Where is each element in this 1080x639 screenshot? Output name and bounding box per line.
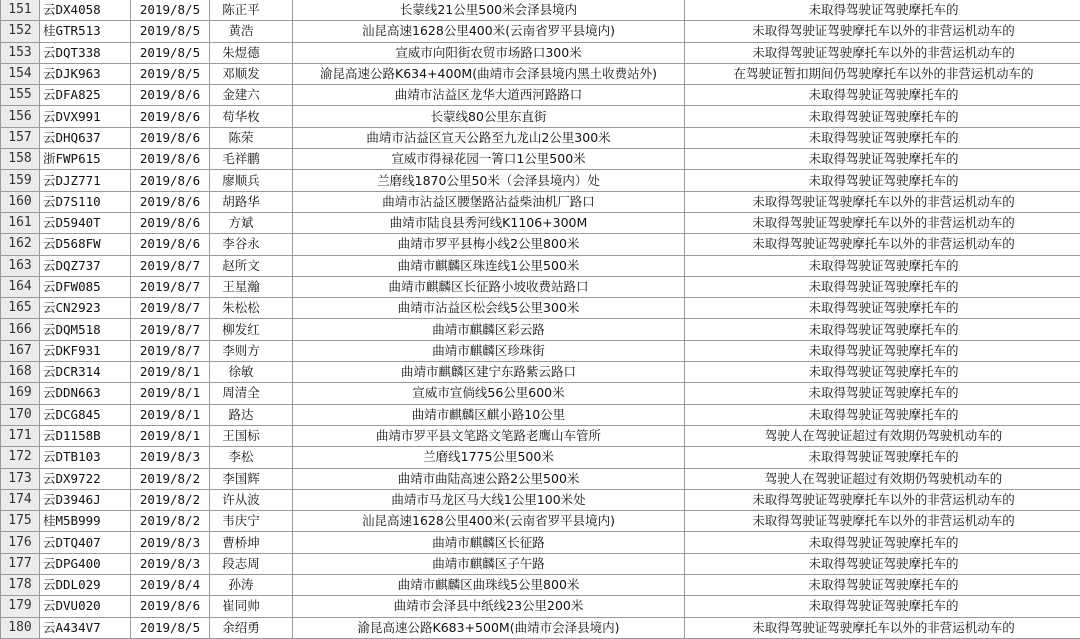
violation-cell[interactable]: 未取得驾驶证驾驶摩托车的 <box>685 319 1080 340</box>
driver-name-cell[interactable]: 廖顺兵 <box>210 170 293 191</box>
date-cell[interactable]: 2019/8/7 <box>131 298 210 319</box>
violation-cell[interactable]: 未取得驾驶证驾驶摩托车的 <box>685 85 1080 106</box>
table-row <box>1 63 1080 84</box>
table-row <box>1 511 1080 532</box>
driver-name-cell[interactable]: 方斌 <box>210 212 293 233</box>
date-cell[interactable]: 2019/8/5 <box>131 21 210 42</box>
violation-cell[interactable]: 未取得驾驶证驾驶摩托车以外的非营运机动车的 <box>685 212 1080 233</box>
location-cell[interactable]: 曲靖市麒麟区麒小路10公里 <box>293 404 685 425</box>
plate-cell[interactable]: 云DFA825 <box>40 85 131 106</box>
row-number-cell: 158 <box>1 149 40 170</box>
driver-name-cell[interactable]: 李国辉 <box>210 468 293 489</box>
driver-name-cell[interactable]: 陈荣 <box>210 127 293 148</box>
location-cell[interactable]: 汕昆高速1628公里400米(云南省罗平县境内) <box>293 21 685 42</box>
date-cell[interactable]: 2019/8/7 <box>131 255 210 276</box>
driver-name-cell[interactable]: 李谷永 <box>210 234 293 255</box>
violation-cell[interactable]: 驾驶人在驾驶证超过有效期仍驾驶机动车的 <box>685 425 1080 446</box>
date-cell[interactable]: 2019/8/6 <box>131 212 210 233</box>
driver-name-cell[interactable]: 曹桥坤 <box>210 532 293 553</box>
plate-cell[interactable]: 云DKF931 <box>40 340 131 361</box>
table-row <box>1 553 1080 574</box>
row-number-cell: 156 <box>1 106 40 127</box>
row-number-cell: 151 <box>1 0 40 21</box>
driver-name-cell[interactable]: 韦庆宁 <box>210 511 293 532</box>
plate-cell[interactable]: 云DDN663 <box>40 383 131 404</box>
date-cell[interactable]: 2019/8/1 <box>131 383 210 404</box>
row-number-cell: 165 <box>1 298 40 319</box>
table-row <box>1 319 1080 340</box>
violation-cell[interactable]: 未取得驾驶证驾驶摩托车的 <box>685 106 1080 127</box>
row-number-cell: 179 <box>1 596 40 617</box>
plate-cell[interactable]: 云DCG845 <box>40 404 131 425</box>
plate-cell[interactable]: 云DTB103 <box>40 447 131 468</box>
row-number-cell: 161 <box>1 212 40 233</box>
row-number-cell: 172 <box>1 447 40 468</box>
driver-name-cell[interactable]: 许从波 <box>210 489 293 510</box>
location-cell[interactable]: 曲靖市麒麟区彩云路 <box>293 319 685 340</box>
violation-cell[interactable]: 未取得驾驶证驾驶摩托车的 <box>685 596 1080 617</box>
row-number-cell: 154 <box>1 63 40 84</box>
table-row <box>1 447 1080 468</box>
date-cell[interactable]: 2019/8/6 <box>131 85 210 106</box>
table-row <box>1 21 1080 42</box>
location-cell[interactable]: 曲靖市麒麟区长征路小坡收费站路口 <box>293 276 685 297</box>
plate-cell[interactable]: 浙FWP615 <box>40 149 131 170</box>
location-cell[interactable]: 宣威市宣倘线56公里600米 <box>293 383 685 404</box>
violation-cell[interactable]: 未取得驾驶证驾驶摩托车以外的非营运机动车的 <box>685 511 1080 532</box>
plate-cell[interactable]: 云DQT338 <box>40 42 131 63</box>
driver-name-cell[interactable]: 李松 <box>210 447 293 468</box>
date-cell[interactable]: 2019/8/7 <box>131 340 210 361</box>
violation-cell[interactable]: 未取得驾驶证驾驶摩托车的 <box>685 553 1080 574</box>
row-number-cell: 157 <box>1 127 40 148</box>
location-cell[interactable]: 曲靖市麒麟区建宁东路紫云路口 <box>293 362 685 383</box>
violation-cell[interactable]: 未取得驾驶证驾驶摩托车以外的非营运机动车的 <box>685 489 1080 510</box>
date-cell[interactable]: 2019/8/1 <box>131 425 210 446</box>
row-number-cell: 164 <box>1 276 40 297</box>
location-cell[interactable]: 曲靖市陆良县秀河线K1106+300M <box>293 212 685 233</box>
driver-name-cell[interactable]: 段志周 <box>210 553 293 574</box>
location-cell[interactable]: 兰磨线1870公里50米（会泽县境内）处 <box>293 170 685 191</box>
row-number-cell: 173 <box>1 468 40 489</box>
location-cell[interactable]: 宣威市向阳街农贸市场路口300米 <box>293 42 685 63</box>
plate-cell[interactable]: 云DVX991 <box>40 106 131 127</box>
plate-cell[interactable]: 云DJK963 <box>40 63 131 84</box>
table-row <box>1 255 1080 276</box>
table-row <box>1 468 1080 489</box>
plate-cell[interactable]: 云DHQ637 <box>40 127 131 148</box>
row-number-cell: 180 <box>1 617 40 638</box>
table-row <box>1 532 1080 553</box>
violation-cell[interactable]: 未取得驾驶证驾驶摩托车以外的非营运机动车的 <box>685 191 1080 212</box>
row-number-cell: 169 <box>1 383 40 404</box>
plate-cell[interactable]: 云DX4058 <box>40 0 131 21</box>
violation-cell[interactable]: 未取得驾驶证驾驶摩托车的 <box>685 255 1080 276</box>
driver-name-cell[interactable]: 李则方 <box>210 340 293 361</box>
driver-name-cell[interactable]: 路达 <box>210 404 293 425</box>
violation-cell[interactable]: 未取得驾驶证驾驶摩托车的 <box>685 149 1080 170</box>
violation-cell[interactable]: 未取得驾驶证驾驶摩托车的 <box>685 383 1080 404</box>
table-row <box>1 404 1080 425</box>
date-cell[interactable]: 2019/8/6 <box>131 191 210 212</box>
location-cell[interactable]: 长蒙线21公里500米会泽县境内 <box>293 0 685 21</box>
row-number-cell: 166 <box>1 319 40 340</box>
date-cell[interactable]: 2019/8/5 <box>131 0 210 21</box>
violation-cell[interactable]: 未取得驾驶证驾驶摩托车的 <box>685 276 1080 297</box>
table-row <box>1 383 1080 404</box>
driver-name-cell[interactable]: 黄浩 <box>210 21 293 42</box>
location-cell[interactable]: 曲靖市沾益区松会线5公里300米 <box>293 298 685 319</box>
driver-name-cell[interactable]: 孙涛 <box>210 575 293 596</box>
plate-cell[interactable]: 云A434V7 <box>40 617 131 638</box>
violation-cell[interactable]: 未取得驾驶证驾驶摩托车的 <box>685 532 1080 553</box>
date-cell[interactable]: 2019/8/6 <box>131 234 210 255</box>
location-cell[interactable]: 曲靖市麒麟区曲珠线5公里800米 <box>293 575 685 596</box>
plate-cell[interactable]: 云D5940T <box>40 212 131 233</box>
plate-cell[interactable]: 云DX9722 <box>40 468 131 489</box>
location-cell[interactable]: 曲靖市罗平县梅小线2公里800米 <box>293 234 685 255</box>
table-row <box>1 575 1080 596</box>
row-number-cell: 159 <box>1 170 40 191</box>
plate-cell[interactable]: 云DVU020 <box>40 596 131 617</box>
table-row <box>1 489 1080 510</box>
row-number-cell: 177 <box>1 553 40 574</box>
date-cell[interactable]: 2019/8/5 <box>131 42 210 63</box>
date-cell[interactable]: 2019/8/5 <box>131 63 210 84</box>
date-cell[interactable]: 2019/8/4 <box>131 575 210 596</box>
row-number-cell: 167 <box>1 340 40 361</box>
plate-cell[interactable]: 云D7S110 <box>40 191 131 212</box>
date-cell[interactable]: 2019/8/3 <box>131 447 210 468</box>
plate-cell[interactable]: 云D568FW <box>40 234 131 255</box>
table-row <box>1 596 1080 617</box>
row-number-cell: 170 <box>1 404 40 425</box>
date-cell[interactable]: 2019/8/2 <box>131 468 210 489</box>
location-cell[interactable]: 曲靖市会泽县中纸线23公里200米 <box>293 596 685 617</box>
table-row <box>1 42 1080 63</box>
violation-cell[interactable]: 驾驶人在驾驶证超过有效期仍驾驶机动车的 <box>685 468 1080 489</box>
row-number-cell: 174 <box>1 489 40 510</box>
plate-cell[interactable]: 云DCR314 <box>40 362 131 383</box>
table-body <box>1 0 1080 638</box>
date-cell[interactable]: 2019/8/6 <box>131 149 210 170</box>
date-cell[interactable]: 2019/8/6 <box>131 170 210 191</box>
row-number-cell: 178 <box>1 575 40 596</box>
table-row <box>1 191 1080 212</box>
date-cell[interactable]: 2019/8/3 <box>131 553 210 574</box>
table-row <box>1 0 1080 21</box>
violation-cell[interactable]: 未取得驾驶证驾驶摩托车的 <box>685 298 1080 319</box>
violation-cell[interactable]: 未取得驾驶证驾驶摩托车的 <box>685 340 1080 361</box>
violation-cell[interactable]: 未取得驾驶证驾驶摩托车的 <box>685 170 1080 191</box>
driver-name-cell[interactable]: 金建六 <box>210 85 293 106</box>
violation-cell[interactable]: 未取得驾驶证驾驶摩托车的 <box>685 0 1080 21</box>
row-number-cell: 163 <box>1 255 40 276</box>
driver-name-cell[interactable]: 柳发红 <box>210 319 293 340</box>
row-number-cell: 153 <box>1 42 40 63</box>
violation-cell[interactable]: 未取得驾驶证驾驶摩托车的 <box>685 404 1080 425</box>
driver-name-cell[interactable]: 苟华枚 <box>210 106 293 127</box>
driver-name-cell[interactable]: 赵所文 <box>210 255 293 276</box>
location-cell[interactable]: 曲靖市麒麟区子午路 <box>293 553 685 574</box>
violation-cell[interactable]: 未取得驾驶证驾驶摩托车的 <box>685 127 1080 148</box>
row-number-cell: 155 <box>1 85 40 106</box>
driver-name-cell[interactable]: 王星瀚 <box>210 276 293 297</box>
table-row <box>1 425 1080 446</box>
location-cell[interactable]: 曲靖市麒麟区珠连线1公里500米 <box>293 255 685 276</box>
violation-cell[interactable]: 未取得驾驶证驾驶摩托车的 <box>685 362 1080 383</box>
table-row <box>1 85 1080 106</box>
violation-cell[interactable]: 未取得驾驶证驾驶摩托车以外的非营运机动车的 <box>685 42 1080 63</box>
table-row <box>1 127 1080 148</box>
violation-cell[interactable]: 未取得驾驶证驾驶摩托车的 <box>685 447 1080 468</box>
date-cell[interactable]: 2019/8/7 <box>131 319 210 340</box>
plate-cell[interactable]: 云DQM518 <box>40 319 131 340</box>
violation-cell[interactable]: 在驾驶证暂扣期间仍驾驶摩托车以外的非营运机动车的 <box>685 63 1080 84</box>
plate-cell[interactable]: 云DTQ407 <box>40 532 131 553</box>
date-cell[interactable]: 2019/8/5 <box>131 617 210 638</box>
row-number-cell: 175 <box>1 511 40 532</box>
date-cell[interactable]: 2019/8/1 <box>131 404 210 425</box>
plate-cell[interactable]: 云DDL029 <box>40 575 131 596</box>
driver-name-cell[interactable]: 崔同帅 <box>210 596 293 617</box>
row-number-cell: 176 <box>1 532 40 553</box>
row-number-cell: 160 <box>1 191 40 212</box>
date-cell[interactable]: 2019/8/2 <box>131 511 210 532</box>
violation-cell[interactable]: 未取得驾驶证驾驶摩托车的 <box>685 575 1080 596</box>
table-row <box>1 234 1080 255</box>
driver-name-cell[interactable]: 周清全 <box>210 383 293 404</box>
location-cell[interactable]: 曲靖市麒麟区珍珠街 <box>293 340 685 361</box>
violation-cell[interactable]: 未取得驾驶证驾驶摩托车以外的非营运机动车的 <box>685 234 1080 255</box>
driver-name-cell[interactable]: 徐敏 <box>210 362 293 383</box>
plate-cell[interactable]: 云DQZ737 <box>40 255 131 276</box>
table-row <box>1 106 1080 127</box>
location-cell[interactable]: 曲靖市沾益区腰堡路沾益柴油机厂路口 <box>293 191 685 212</box>
violation-cell[interactable]: 未取得驾驶证驾驶摩托车以外的非营运机动车的 <box>685 617 1080 638</box>
row-number-cell: 162 <box>1 234 40 255</box>
location-cell[interactable]: 曲靖市马龙区马大线1公里100米处 <box>293 489 685 510</box>
location-cell[interactable]: 曲靖市沾益区龙华大道西河路路口 <box>293 85 685 106</box>
table-row <box>1 212 1080 233</box>
table-row <box>1 149 1080 170</box>
location-cell[interactable]: 曲靖市沾益区宣天公路至九龙山2公里300米 <box>293 127 685 148</box>
date-cell[interactable]: 2019/8/2 <box>131 489 210 510</box>
location-cell[interactable]: 渝昆高速公路K683+500M(曲靖市会泽县境内) <box>293 617 685 638</box>
driver-name-cell[interactable]: 朱松松 <box>210 298 293 319</box>
row-number-cell: 168 <box>1 362 40 383</box>
table-row <box>1 276 1080 297</box>
plate-cell[interactable]: 桂GTR513 <box>40 21 131 42</box>
location-cell[interactable]: 宣威市得禄花园一箐口1公里500米 <box>293 149 685 170</box>
table-row <box>1 617 1080 638</box>
table-row <box>1 298 1080 319</box>
row-number-cell: 171 <box>1 425 40 446</box>
date-cell[interactable]: 2019/8/3 <box>131 532 210 553</box>
location-cell[interactable]: 汕昆高速1628公里400米(云南省罗平县境内) <box>293 511 685 532</box>
date-cell[interactable]: 2019/8/1 <box>131 362 210 383</box>
location-cell[interactable]: 曲靖市罗平县文笔路文笔路老鹰山车管所 <box>293 425 685 446</box>
driver-name-cell[interactable]: 朱煜德 <box>210 42 293 63</box>
date-cell[interactable]: 2019/8/6 <box>131 596 210 617</box>
driver-name-cell[interactable]: 邓顺发 <box>210 63 293 84</box>
violation-cell[interactable]: 未取得驾驶证驾驶摩托车以外的非营运机动车的 <box>685 21 1080 42</box>
date-cell[interactable]: 2019/8/7 <box>131 276 210 297</box>
table-row <box>1 362 1080 383</box>
table-row <box>1 170 1080 191</box>
location-cell[interactable]: 曲靖市麒麟区长征路 <box>293 532 685 553</box>
location-cell[interactable]: 长蒙线80公里东直街 <box>293 106 685 127</box>
plate-cell[interactable]: 云DJZ771 <box>40 170 131 191</box>
row-number-cell: 152 <box>1 21 40 42</box>
plate-cell[interactable]: 云D3946J <box>40 489 131 510</box>
driver-name-cell[interactable]: 陈正平 <box>210 0 293 21</box>
plate-cell[interactable]: 桂M5B999 <box>40 511 131 532</box>
plate-cell[interactable]: 云DFW085 <box>40 276 131 297</box>
driver-name-cell[interactable]: 余绍勇 <box>210 617 293 638</box>
plate-cell[interactable]: 云D1158B <box>40 425 131 446</box>
driver-name-cell[interactable]: 胡路华 <box>210 191 293 212</box>
driver-name-cell[interactable]: 王国标 <box>210 425 293 446</box>
driver-name-cell[interactable]: 毛祥鹏 <box>210 149 293 170</box>
location-cell[interactable]: 兰磨线1775公里500米 <box>293 447 685 468</box>
table-row <box>1 340 1080 361</box>
location-cell[interactable]: 曲靖市曲陆高速公路2公里500米 <box>293 468 685 489</box>
date-cell[interactable]: 2019/8/6 <box>131 127 210 148</box>
plate-cell[interactable]: 云CN2923 <box>40 298 131 319</box>
date-cell[interactable]: 2019/8/6 <box>131 106 210 127</box>
location-cell[interactable]: 渝昆高速公路K634+400M(曲靖市会泽县境内黑土收费站外) <box>293 63 685 84</box>
plate-cell[interactable]: 云DPG400 <box>40 553 131 574</box>
